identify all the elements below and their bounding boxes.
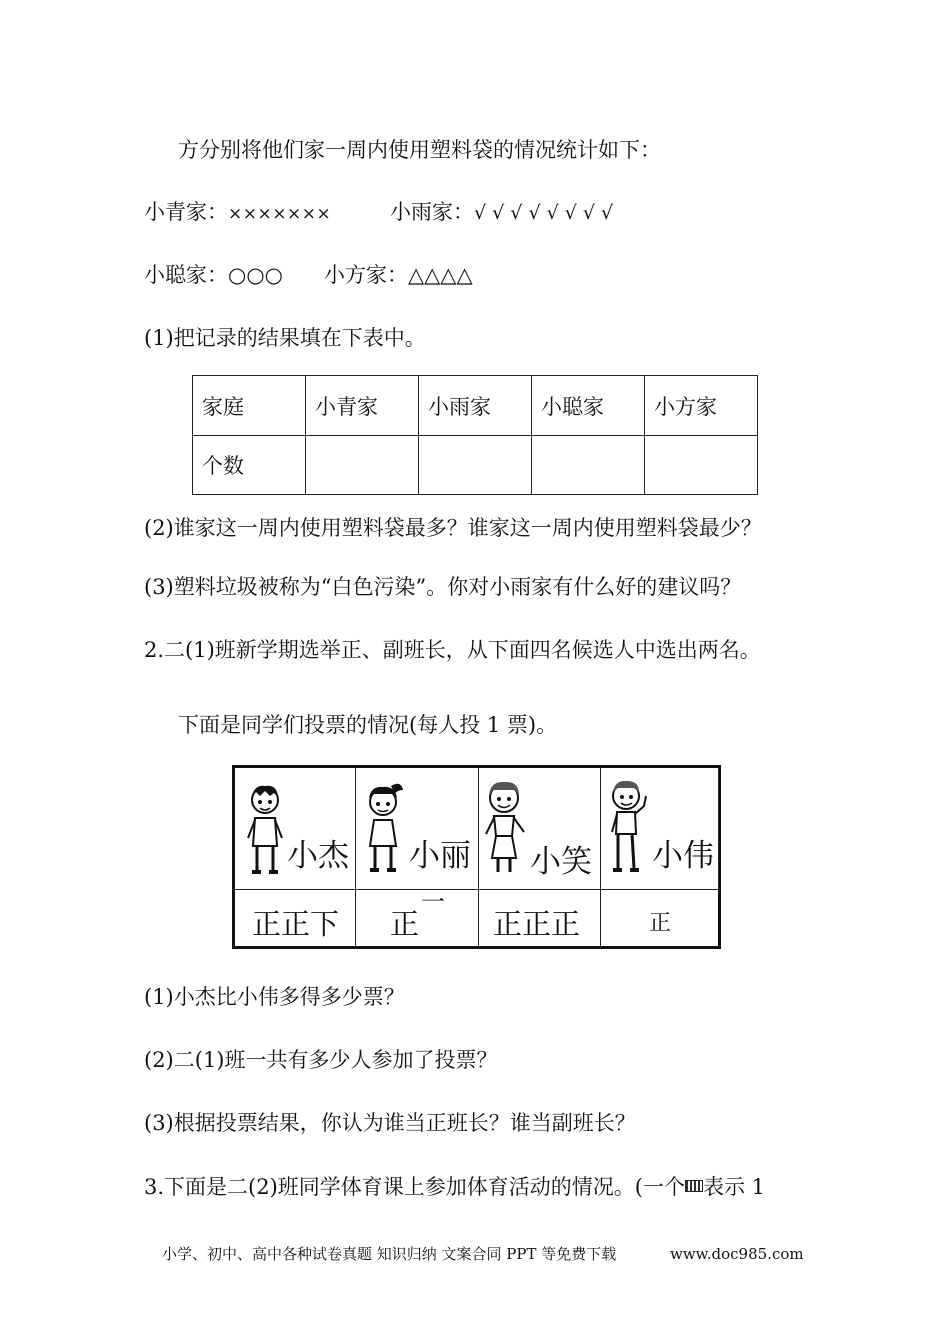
boy-figure-icon: [243, 780, 287, 880]
vote-table-divider: [478, 889, 479, 946]
question-2-3: (3)根据投票结果，你认为谁当正班长？谁当副班长？: [144, 1111, 636, 1135]
candidate-name: 小笑: [530, 844, 592, 880]
footer-url[interactable]: www.doc985.com: [670, 1245, 804, 1263]
tally-xiaowei: 正: [649, 911, 672, 936]
record-table: [192, 375, 758, 495]
table-row: [193, 436, 758, 495]
question-3-text: 表示 1: [702, 1175, 766, 1199]
record-xiaocong: [144, 261, 283, 289]
vote-table-divider: [600, 889, 601, 946]
intro-text: 方分别将他们家一周内使用塑料袋的情况统计如下：: [178, 138, 661, 162]
candidate-name: 小伟: [652, 838, 714, 874]
question-1-3: (3)塑料垃圾被称为“白色污染”。你对小雨家有什么好的建议吗？: [144, 575, 742, 599]
candidate-cell-xiaoxiao: [478, 768, 601, 889]
record-xiaofang: [324, 261, 473, 289]
table-header-cell: 家庭: [193, 376, 306, 436]
record-label: 小方家：: [324, 263, 408, 287]
question-3-text: 3.下面是二(2)班同学体育课上参加体育活动的情况。(一个: [144, 1175, 685, 1199]
candidate-name: 小杰: [287, 838, 349, 874]
boy-figure-icon: [606, 776, 652, 880]
candidate-cell-xiaoli: [355, 768, 479, 889]
record-xiaoqing: [144, 198, 331, 228]
tally-xiaoli: 正: [390, 907, 420, 941]
table-header-row: [193, 376, 758, 436]
girl-figure-icon: [482, 776, 528, 880]
candidate-name: 小丽: [409, 838, 471, 874]
tally-xiaojie: 正正下: [252, 907, 340, 941]
vote-table-divider: [235, 889, 718, 890]
record-marks: △△△△: [408, 263, 473, 287]
question-3-title: [144, 1173, 765, 1201]
question-1-1: (1)把记录的结果填在下表中。: [144, 326, 426, 350]
box-legend-icon: [685, 1180, 703, 1192]
table-header-cell: 小聪家: [532, 376, 645, 436]
candidate-cell-xiaojie: [235, 768, 356, 889]
question-2-title: 2.二(1)班新学期选举正、副班长，从下面四名候选人中选出两名。: [144, 638, 761, 662]
record-marks: ×××××××: [228, 204, 332, 224]
record-marks: ○○○: [228, 263, 283, 287]
footer-left-text: 小学、初中、高中各种试卷真题 知识归纳 文案合同 PPT 等免费下载: [162, 1245, 617, 1263]
vote-table: [232, 765, 721, 949]
question-1-2: (2)谁家这一周内使用塑料袋最多？谁家这一周内使用塑料袋最少？: [144, 516, 762, 540]
table-header-cell: 小方家: [645, 376, 758, 436]
tally-xiaoxiao: 正正正: [493, 907, 581, 941]
question-2-2: (2)二(1)班一共有多少人参加了投票？: [144, 1048, 498, 1072]
table-header-cell: 小青家: [306, 376, 419, 436]
record-label: 小聪家：: [144, 263, 228, 287]
record-marks: √ √ √ √ √ √ √ √: [474, 202, 614, 224]
table-answer-cell[interactable]: [419, 436, 532, 495]
tally-xiaoli-extra: 一: [421, 888, 445, 916]
question-2-subtitle: 下面是同学们投票的情况(每人投 1 票)。: [178, 713, 558, 737]
table-answer-cell[interactable]: [532, 436, 645, 495]
record-label: 小青家：: [144, 200, 228, 224]
question-2-1: (1)小杰比小伟多得多少票？: [144, 985, 405, 1009]
table-row-label: 个数: [193, 436, 306, 495]
table-header-cell: 小雨家: [419, 376, 532, 436]
candidate-cell-xiaowei: [600, 768, 719, 889]
vote-table-divider: [355, 889, 356, 946]
record-label: 小雨家：: [390, 200, 474, 224]
table-answer-cell[interactable]: [306, 436, 419, 495]
girl-figure-icon: [361, 778, 405, 878]
record-xiaoyu: [390, 198, 613, 227]
table-answer-cell[interactable]: [645, 436, 758, 495]
